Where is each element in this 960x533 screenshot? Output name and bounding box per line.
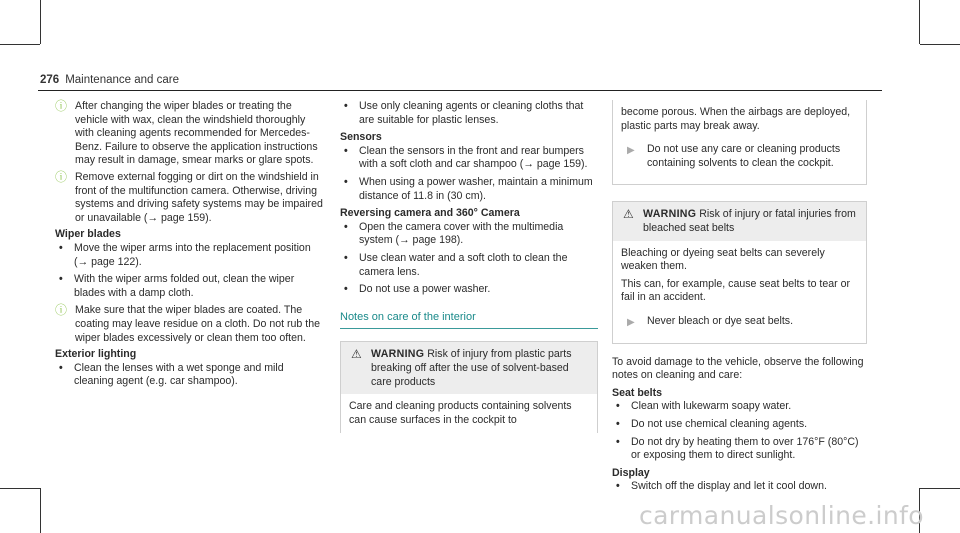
warning-icon: ⚠: [351, 347, 362, 362]
list-item: • Clean with lukewarm soapy water.: [616, 400, 792, 413]
page-header: [40, 74, 179, 86]
warning-body: Bleaching or dyeing seat belts can severely weaken them. This can, for example, cause seat belts to tear or fail in an accident. ▶ Never bleach or dye seat belts.: [613, 241, 866, 343]
bullet-icon: •: [59, 241, 63, 254]
warning-title: Risk of injury or fatal injuries from bleached seat belts: [643, 208, 856, 234]
bullet-icon: •: [59, 361, 63, 374]
list-item: • Use clean water and a soft cloth to clean the camera lens.: [344, 251, 568, 278]
crop-mark: [920, 44, 960, 45]
watermark: carmanualsonline.info: [638, 501, 924, 530]
column-2: [340, 100, 598, 433]
warning-header: [341, 342, 597, 394]
list-item: • Switch off the display and let it cool down.: [616, 480, 827, 493]
column-3: [612, 100, 867, 498]
list-item: • Clean the sensors in the front and rear bumpers with a soft cloth and car shampoo (→ page 159).: [344, 144, 588, 171]
note-fogging: ⓘ Remove external fogging or dirt on the windshield in front of the multifunction camera. Otherwise, driving systems and driving safety systems may be impaired or unavailable (→ page 159).: [55, 169, 323, 224]
heading-wiper-blades: Wiper blades: [55, 228, 121, 241]
note-coating: ⓘ Make sure that the wiper blades are coated. The coating may leave residue on a cloth. Do not rub the wiper blades excessively or clean them too often.: [55, 303, 320, 344]
list-item: • Do not use chemical cleaning agents.: [616, 417, 808, 430]
heading-display: Display: [612, 466, 650, 479]
info-icon: ⓘ: [55, 303, 68, 318]
bullet-icon: •: [344, 220, 348, 233]
heading-sensors: Sensors: [340, 131, 382, 144]
list-item: • Do not use a power washer.: [344, 283, 491, 296]
list-item: • Open the camera cover with the multimedia system (→ page 198).: [344, 220, 564, 247]
heading-reversing-camera: Reversing camera and 360° Camera: [340, 207, 520, 220]
crop-mark: [920, 488, 960, 489]
heading-seat-belts: Seat belts: [612, 386, 663, 399]
info-icon: ⓘ: [55, 99, 68, 113]
crop-mark: [40, 0, 41, 44]
heading-exterior-lighting: Exterior lighting: [55, 348, 137, 361]
play-arrow-icon: ▶: [627, 145, 635, 157]
list-item: • Clean the lenses with a wet sponge and mild cleaning agent (e.g. car shampoo).: [59, 361, 284, 388]
note-wax: ⓘ After changing the wiper blades or treating the vehicle with wax, clean the windshield thoroughly with cleaning agents recommended for Mercedes-Benz. Failure to observe the application instructions may result in damage, smear marks or glare spots.: [55, 99, 318, 167]
bullet-icon: •: [344, 144, 348, 157]
crop-mark: [919, 0, 920, 44]
crop-mark: [0, 44, 40, 45]
bullet-icon: •: [344, 251, 348, 264]
section-name: Maintenance and care: [65, 74, 179, 86]
crop-mark: [40, 488, 41, 533]
bullet-icon: •: [616, 480, 620, 493]
header-rule: [38, 90, 882, 91]
list-item: • Do not dry by heating them to over 176°F (80°C) or exposing them to direct sunlight.: [616, 435, 859, 462]
bullet-icon: •: [616, 435, 620, 448]
bullet-icon: •: [616, 400, 620, 413]
bullet-icon: •: [344, 175, 348, 188]
action-item: ▶ Never bleach or dye seat belts.: [627, 314, 794, 328]
page-number: 276: [40, 74, 60, 86]
warning-label: WARNING: [643, 208, 697, 221]
play-arrow-icon: ▶: [627, 316, 635, 328]
list-item: • When using a power washer, maintain a minimum distance of 11.8 in (30 cm).: [344, 175, 593, 202]
warning-header: [613, 202, 866, 240]
bullet-icon: •: [344, 283, 348, 296]
warning-title: Risk of injury from plastic parts breaking off after the use of solvent-based care products: [371, 348, 572, 388]
warning-label: WARNING: [371, 348, 425, 361]
section-title-interior: Notes on care of the interior: [340, 311, 598, 330]
intro-text: To avoid damage to the vehicle, observe the following notes on cleaning and care:: [612, 355, 864, 382]
warning-box-continued: [612, 100, 867, 185]
warning-box-seat-belts: [612, 201, 867, 343]
crop-mark: [0, 488, 40, 489]
bullet-icon: •: [616, 417, 620, 430]
action-item: ▶ Do not use any care or cleaning products containing solvents to clean the cockpit.: [627, 143, 841, 169]
bullet-icon: •: [59, 273, 63, 286]
info-icon: ⓘ: [55, 169, 68, 184]
bullet-icon: •: [344, 100, 348, 112]
list-item: • With the wiper arms folded out, clean the wiper blades with a damp cloth.: [59, 273, 295, 299]
warning-body: Care and cleaning products containing solvents can cause surfaces in the cockpit to: [349, 400, 572, 426]
column-1: [55, 100, 325, 393]
warning-box-plastic: [340, 341, 598, 433]
list-item: • Use only cleaning agents or cleaning cloths that are suitable for plastic lenses.: [344, 100, 584, 126]
list-item: • Move the wiper arms into the replacement position (→ page 122).: [59, 241, 311, 268]
warning-icon: ⚠: [623, 207, 634, 222]
warning-continued-text: become porous. When the airbags are deployed, plastic parts may break away.: [621, 106, 851, 132]
